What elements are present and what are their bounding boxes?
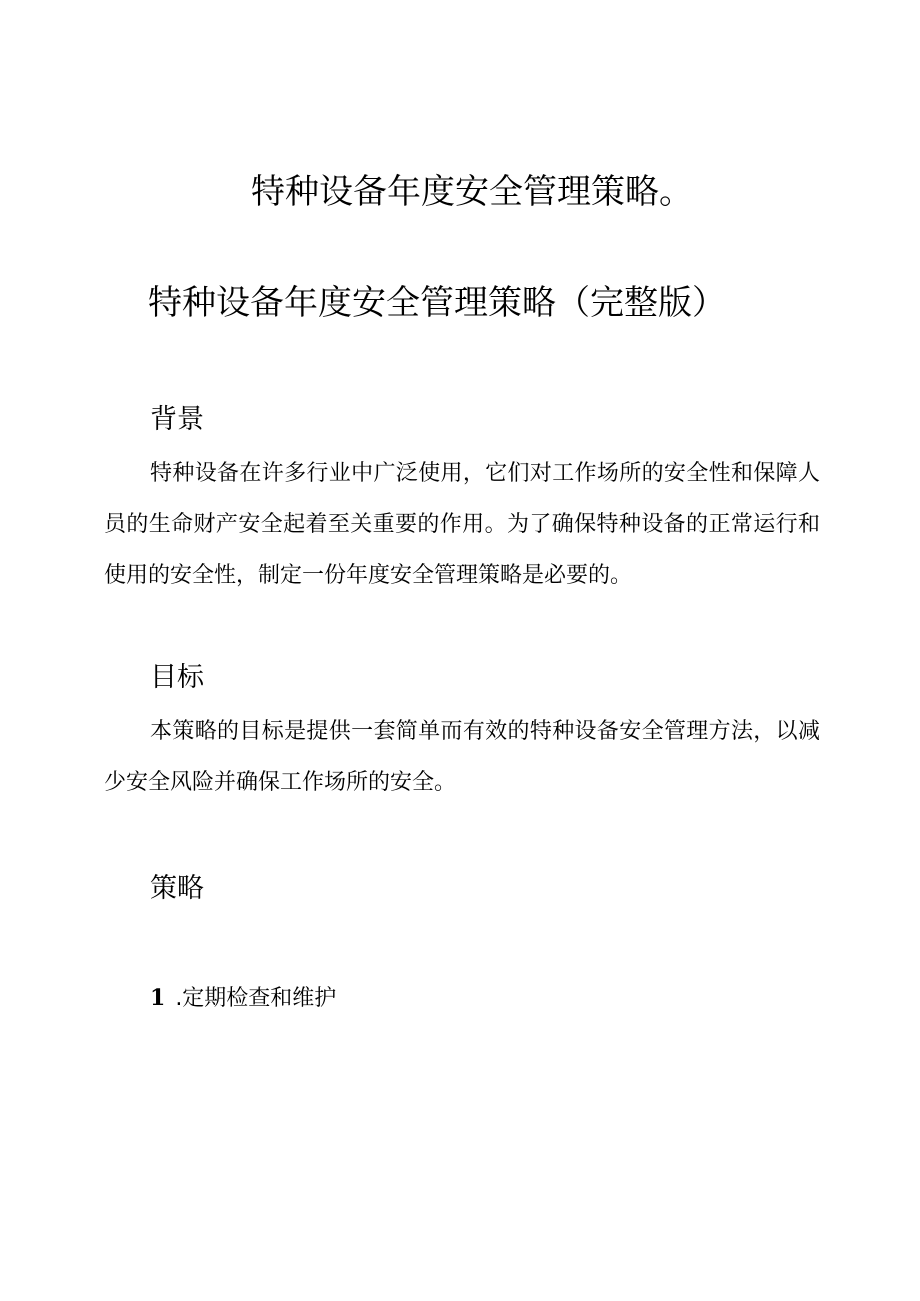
section-body-goal: 本策略的目标是提供一套简单而有效的特种设备安全管理方法，以减少安全风险并确保工作场所的安全。 bbox=[104, 719, 820, 795]
document-title: 特种设备年度安全管理策略。 bbox=[251, 172, 693, 212]
section-heading-background: 背景 bbox=[150, 404, 204, 435]
section-body-background: 特种设备在许多行业中广泛使用，它们对工作场所的安全性和保障人员的生命财产安全起着至关重要的作用。为了确保特种设备的正常运行和使用的安全性，制定一份年度安全管理策略是必要的。 bbox=[104, 461, 820, 588]
document-subtitle: 特种设备年度安全管理策略（完整版） bbox=[148, 283, 726, 323]
section-heading-goal: 目标 bbox=[150, 662, 204, 693]
strategy-item-label: .定期检查和维护 bbox=[175, 986, 337, 1011]
strategy-item-number: 1 bbox=[150, 985, 166, 1011]
section-heading-strategy: 策略 bbox=[150, 873, 204, 904]
strategy-list-item bbox=[150, 983, 336, 1014]
